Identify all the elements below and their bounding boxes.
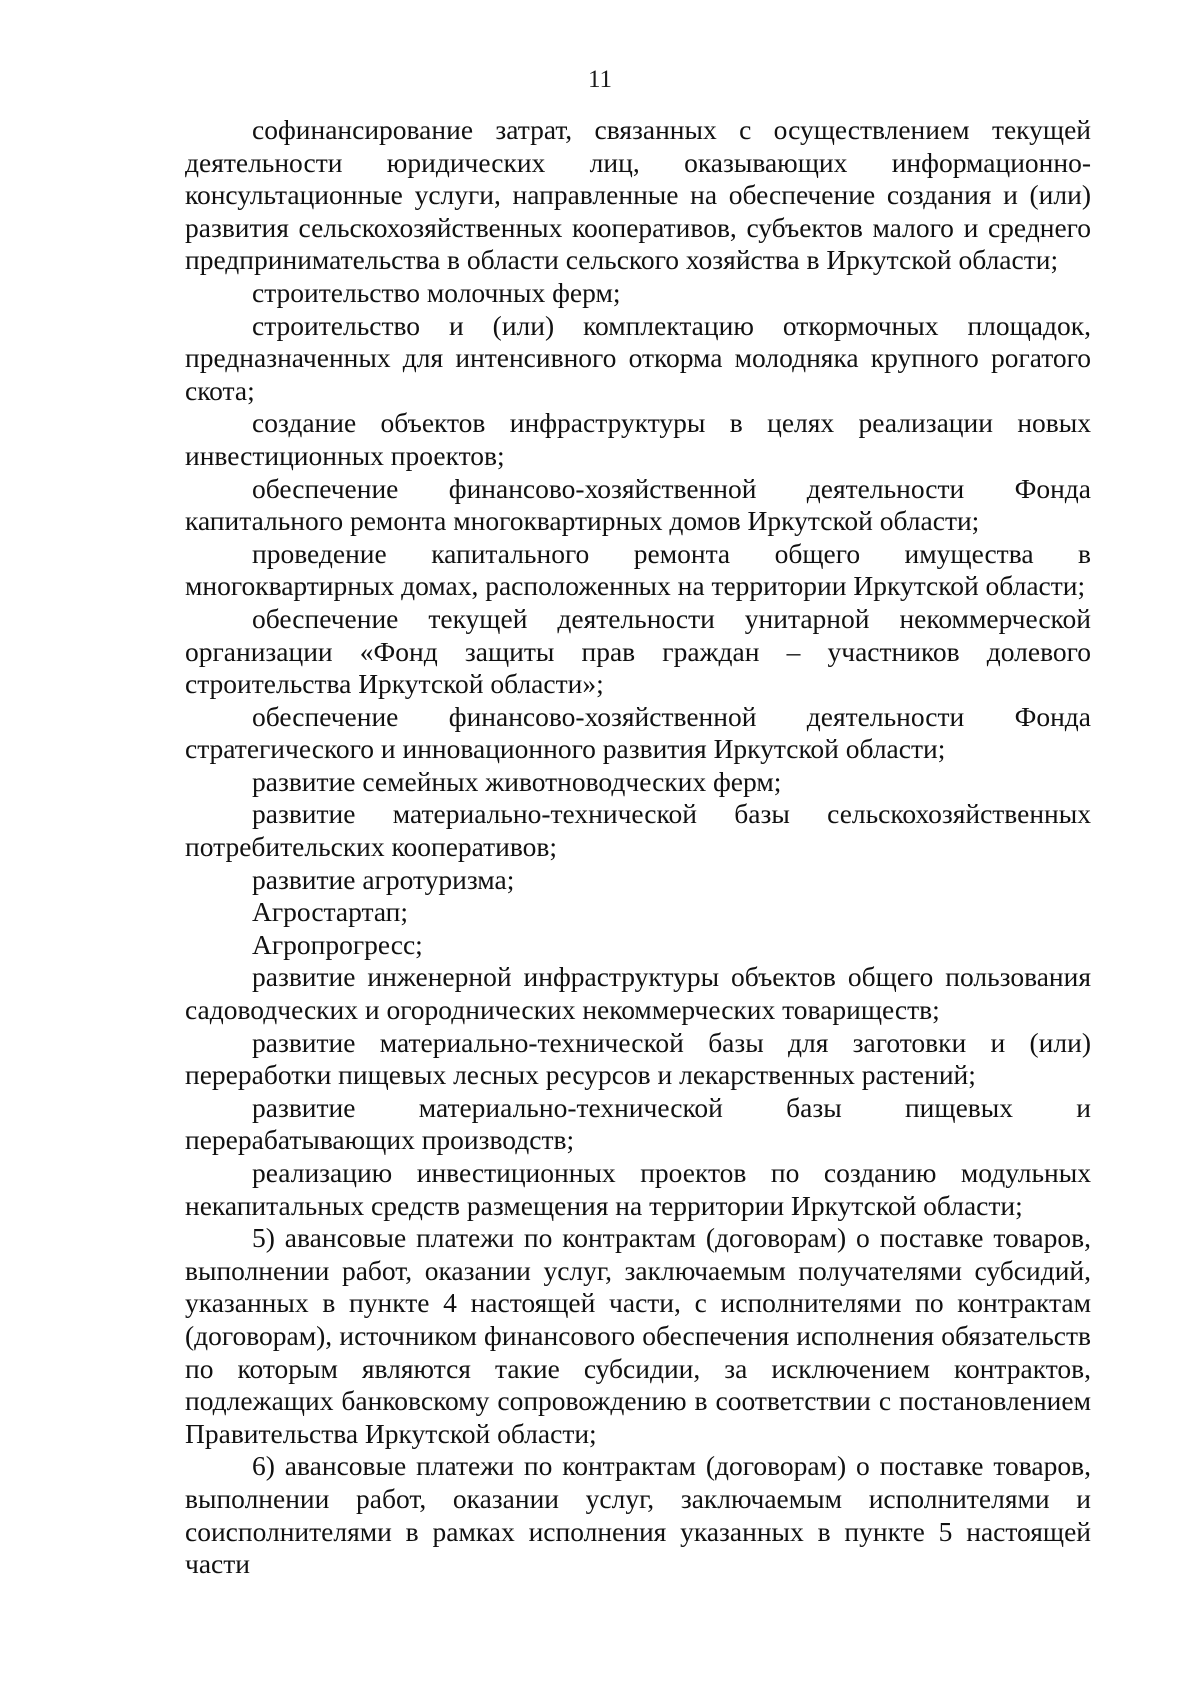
paragraph: развитие материально-технической базы для заготовки и (или) переработки пищевых лесных ресурсов и лекарственных растений; [185,1026,1091,1091]
paragraph: 5) авансовые платежи по контрактам (договорам) о поставке товаров, выполнении работ, оказании услуг, заключаемым получателями субсидий, указанных в пункте 4 настоящей части, с исполнителями по контрактам (договорам), источником финансового обеспечения исполнения обязательств по которым являются такие субсидии, за исключением контрактов, подлежащих банковскому сопровождению в соответствии с постановлением Правительства Иркутской области; [185,1222,1091,1449]
paragraph: Агропрогресс; [252,928,423,960]
paragraph: обеспечение текущей деятельности унитарной некоммерческой организации «Фонд защиты прав граждан – участников долевого строительства Иркутской области»; [185,602,1091,700]
paragraph: развитие инженерной инфраструктуры объектов общего пользования садоводческих и огороднических некоммерческих товариществ; [185,961,1091,1026]
document-body [185,114,1091,1581]
paragraph: 6) авансовые платежи по контрактам (договорам) о поставке товаров, выполнении работ, оказании услуг, заключаемым исполнителями и соисполнителями в рамках исполнения указанных в пункте 5 настоящей части [185,1450,1091,1580]
paragraph: развитие агротуризма; [252,863,515,895]
paragraph: обеспечение финансово-хозяйственной деятельности Фонда стратегического и инновационного развития Иркутской области; [185,700,1091,765]
paragraph: проведение капитального ремонта общего имущества в многоквартирных домах, расположенных на территории Иркутской области; [185,537,1091,602]
paragraph: строительство и (или) комплектацию откормочных площадок, предназначенных для интенсивного откорма молодняка крупного рогатого скота; [185,309,1091,406]
paragraph: реализацию инвестиционных проектов по созданию модульных некапитальных средств размещения на территории Иркутской области; [185,1157,1091,1221]
paragraph: развитие материально-технической базы сельскохозяйственных потребительских кооперативов; [185,798,1091,863]
paragraph: строительство молочных ферм; [252,276,621,308]
paragraph: развитие материально-технической базы пищевых и перерабатывающих производств; [185,1091,1091,1156]
paragraph: софинансирование затрат, связанных с осуществлением текущей деятельности юридических лиц, оказывающих информационно-консультационные услуги, направленные на обеспечение создания и (или) развития сельскохозяйственных кооперативов, субъектов малого и среднего предпринимательства в области сельского хозяйства в Иркутской области; [185,114,1091,276]
paragraph: создание объектов инфраструктуры в целях реализации новых инвестиционных проектов; [185,407,1091,471]
paragraph: развитие семейных животноводческих ферм; [252,765,782,797]
page-number: 11 [587,66,613,93]
paragraph: Агростартап; [252,896,409,928]
paragraph: обеспечение финансово-хозяйственной деятельности Фонда капитального ремонта многоквартирных домов Иркутской области; [185,472,1091,537]
